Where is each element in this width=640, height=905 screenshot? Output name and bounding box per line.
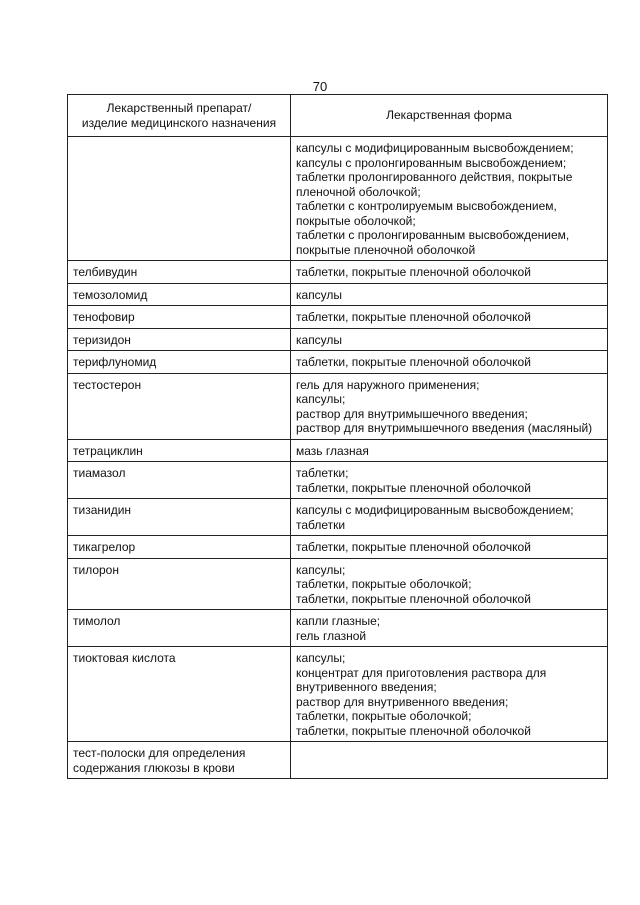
table-row <box>68 261 608 284</box>
drug-form-cell <box>291 742 608 779</box>
header-form: Лекарственная форма <box>291 95 608 137</box>
drug-name-cell: тест-полоски для определения содержания глюкозы в крови <box>68 742 291 779</box>
table-row <box>68 306 608 329</box>
drug-form-cell: капли глазные; гель глазной <box>291 610 608 647</box>
header-drug: Лекарственный препарат/ изделие медицинского назначения <box>68 95 291 137</box>
drug-name-cell: теризидон <box>68 328 291 351</box>
drug-form-cell: таблетки, покрытые пленочной оболочкой <box>291 536 608 559</box>
table-row <box>68 558 608 610</box>
table-row <box>68 373 608 439</box>
drug-form-cell: капсулы; концентрат для приготовления раствора для внутривенного введения; раствор для внутривенного введения; таблетки, покрытые оболочкой; таблетки, покрытые пленочной оболочкой <box>291 647 608 742</box>
drug-form-cell: капсулы; таблетки, покрытые оболочкой; таблетки, покрытые пленочной оболочкой <box>291 558 608 610</box>
drug-name-cell: тетрациклин <box>68 439 291 462</box>
table-row <box>68 742 608 779</box>
table-row <box>68 439 608 462</box>
drug-name-cell: тикагрелор <box>68 536 291 559</box>
table-row <box>68 536 608 559</box>
drug-name-cell: тизанидин <box>68 499 291 536</box>
drug-table <box>67 94 608 779</box>
table-row <box>68 283 608 306</box>
drug-form-cell: капсулы с модифицированным высвобождением; капсулы с пролонгированным высвобождением; таблетки пролонгированного действия, покрытые пленочной оболочкой; таблетки с контролируемым высвобождением, покрытые оболочкой; таблетки с пролонгированным высвобождением, покрытые пленочной оболочкой <box>291 137 608 261</box>
table-row <box>68 462 608 499</box>
table-row <box>68 137 608 261</box>
drug-name-cell: тенофовир <box>68 306 291 329</box>
table-row <box>68 647 608 742</box>
drug-name-cell: терифлуномид <box>68 351 291 374</box>
drug-form-cell: таблетки, покрытые пленочной оболочкой <box>291 351 608 374</box>
table-row <box>68 610 608 647</box>
table-row <box>68 499 608 536</box>
drug-name-cell: телбивудин <box>68 261 291 284</box>
drug-form-cell: капсулы с модифицированным высвобождением; таблетки <box>291 499 608 536</box>
drug-form-cell: таблетки, покрытые пленочной оболочкой <box>291 306 608 329</box>
page-number: 70 <box>312 79 328 94</box>
drug-form-cell: мазь глазная <box>291 439 608 462</box>
drug-name-cell: темозоломид <box>68 283 291 306</box>
drug-name-cell: тимолол <box>68 610 291 647</box>
drug-form-cell: капсулы <box>291 328 608 351</box>
drug-name-cell <box>68 137 291 261</box>
table-body <box>68 137 608 779</box>
table-row <box>68 351 608 374</box>
drug-name-cell: тилорон <box>68 558 291 610</box>
drug-form-cell: капсулы <box>291 283 608 306</box>
drug-form-cell: таблетки, покрытые пленочной оболочкой <box>291 261 608 284</box>
drug-form-cell: таблетки; таблетки, покрытые пленочной оболочкой <box>291 462 608 499</box>
drug-name-cell: тиамазол <box>68 462 291 499</box>
drug-name-cell: тиоктовая кислота <box>68 647 291 742</box>
table-header-row <box>68 95 608 137</box>
drug-name-cell: тестостерон <box>68 373 291 439</box>
table-row <box>68 328 608 351</box>
drug-form-cell: гель для наружного применения; капсулы; раствор для внутримышечного введения; раствор для внутримышечного введения (масляный) <box>291 373 608 439</box>
